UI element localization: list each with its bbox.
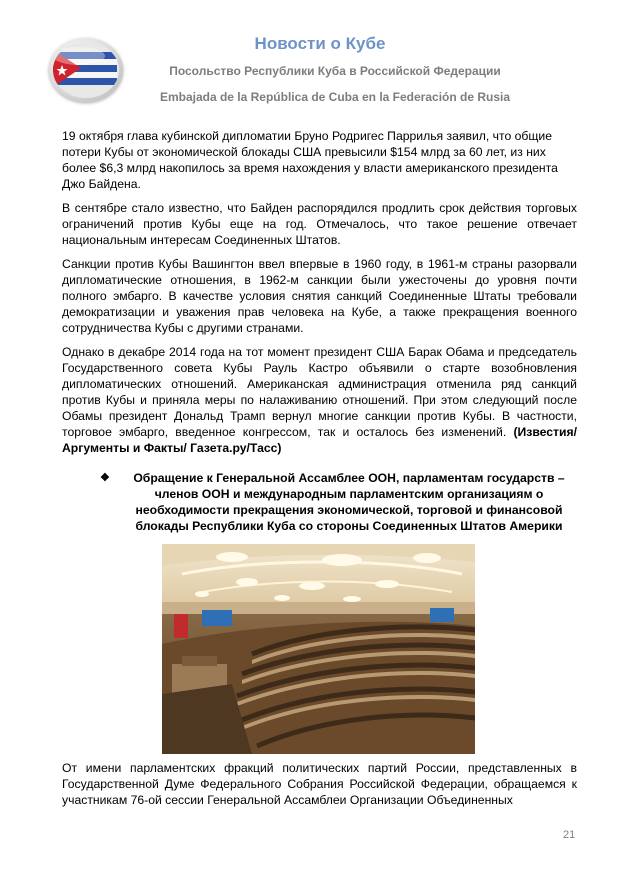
page-header (0, 0, 621, 120)
article-paragraph: Санкции против Кубы Вашингтон ввел впервые в 1960 году, в 1961-м страны разорвали дипломатические отношения, в 1962-м санкции были ужесточены до уровня почти полного эмбарго. В качестве условия снятия санкций Соединенные Штаты требовали демократизации и уважения прав человека на Кубе, а также прекращения военного сотрудничества Кубы с другими странами. (62, 257, 577, 335)
article-body (62, 128, 577, 464)
newsletter-title: Новости о Кубе (254, 34, 386, 53)
article-paragraph (62, 344, 577, 456)
parliament-hall-photo (162, 544, 475, 754)
article-paragraph-text: Однако в декабре 2014 года на тот момент президент США Барак Обама и председатель Государственного совета Кубы Рауль Кастро объявили о старте возобновления дипломатических отношений. Американская администрация отменила ряд санкций против Кубы и приняла меры по налаживанию отношений. При этом следующий после Обамы президент Дональд Трамп вернул многие санкции против Кубы. В частности, торговое эмбарго, введенное конгрессом, так и осталось без изменений. (62, 345, 577, 439)
source-citation: (Известия/Аргументы и Факты/ Газета.ру/Тасс) (62, 425, 577, 455)
embassy-name-es: Embajada de la República de Cuba en la Federación de Rusia (159, 90, 511, 104)
article-paragraph: От имени парламентских фракций политических партий России, представленных в Государственной Думе Федерального Собрания Российской Федерации, обращаемся к участникам 76-ой сессии Генеральной Ассамблеи Организации Объединенных (62, 761, 577, 807)
embassy-name-ru: Посольство Республики Куба в Российской Федерации (169, 64, 501, 78)
article-paragraph: 19 октября глава кубинской дипломатии Бруно Родригес Паррилья заявил, что общие потери Кубы от экономической блокады США превысили $154 млрд за 60 лет, из них более $6,3 млрд накопилось за время нахождения у власти американского президента Джо Байдена. (62, 129, 558, 191)
section-heading (100, 470, 578, 534)
article-paragraph: В сентябре стало известно, что Байден распорядился продлить срок действия торговых ограничений против Кубы еще на год. Отмечалось, что такое решение отвечает национальным интересам Соединенных Штатов. (62, 201, 577, 247)
diamond-bullet-icon: ❖ (100, 472, 110, 484)
page-number: 21 (563, 829, 576, 841)
section-heading-text: Обращение к Генеральной Ассамблее ООН, парламентам государств – членов ООН и международным парламентским организациям о необходимости прекращения экономической, торговой и финансовой блокады Республики Куба со стороны Соединенных Штатов Америки (133, 471, 565, 533)
